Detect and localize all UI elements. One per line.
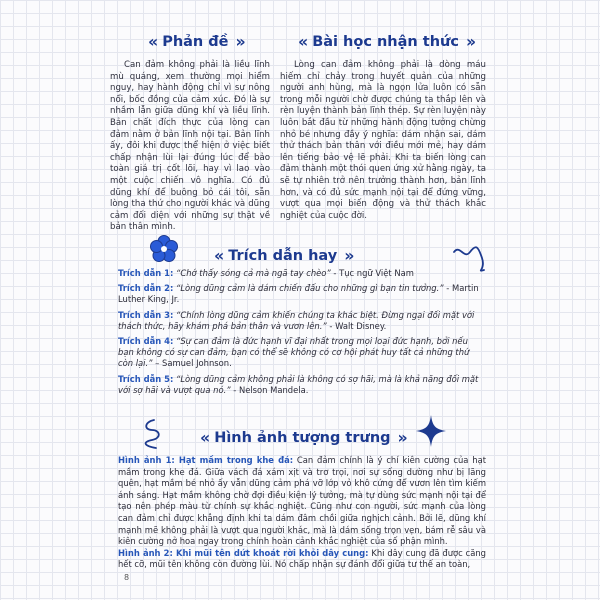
- section-title-hinh-anh: ‹‹ Hình ảnh tượng trưng ››: [200, 428, 405, 447]
- arrow-double-right-icon: ››: [344, 246, 352, 265]
- image-item: Hình ảnh 2: Khi mũi tên dứt khoát rời khỏi dây cung: Khi dây cung đã được căng hết cỡ, mũi tên không còn đường lùi. Nó chấp nhận sự đánh đổi giữa tư thế an toàn,: [118, 547, 486, 570]
- quotes-list: [118, 268, 486, 400]
- arrow-double-left-icon: ‹‹: [214, 246, 222, 265]
- quote-item: Trích dẫn 3: “Chính lòng dũng cảm khiến chúng ta khác biệt. Đừng ngại đối mặt với thách thức, hãy khám phá bản thân và vươn lên.” - Walt Disney.: [118, 309, 475, 331]
- arrow-double-left-icon: ‹‹: [200, 428, 208, 447]
- symbolic-images: [118, 455, 486, 571]
- section-title-phan-de: ‹‹ Phản đề ››: [148, 32, 243, 51]
- arrow-double-right-icon: ››: [397, 428, 405, 447]
- flower-icon: [150, 235, 178, 263]
- phan-de-text: Can đảm không phải là liều lĩnh mù quáng, xem thường mọi hiểm nguy, hay hành động chỉ vì sự nông nổi, bốc đồng của cảm xúc. Đó là sự nhầm lẫn giữa dũng khí và liều lĩnh. Bản chất đích thực của lòng can đảm nằm ở bản lĩnh nội tại. Bản lĩnh ấy, đôi khi được thể hiện ở việc biết chấp nhận lùi lại đúng lúc để bảo toàn giá trị cốt lõi, hay vì lao vào một cuộc chiến vô nghĩa. Có đủ dũng khí để buông bỏ cái tôi, sẵn lòng tha thứ cho người khác và dũng cảm đối diện với những sự thật về bản thân mình.: [110, 60, 270, 233]
- arrow-double-left-icon: ‹‹: [148, 32, 156, 51]
- squiggle-icon: [140, 418, 166, 450]
- quote-item: Trích dẫn 1: “Chớ thấy sóng cả mà ngã tay chèo” - Tục ngữ Việt Nam: [118, 268, 414, 278]
- section-title-trich-dan: ‹‹ Trích dẫn hay ››: [214, 246, 352, 265]
- arrow-double-left-icon: ‹‹: [298, 32, 306, 51]
- image-item: Hình ảnh 1: Hạt mầm trong khe đá: Can đảm chính là ý chí kiên cường của hạt mầm trong khe đá. Giữa vách đá xám xịt và trơ trọi, nơi sự sống dường như bị lãng quên, hạt mầm bé nhỏ ấy vẫn dũng cảm phá vỡ lớp vỏ khô cứng để vươn lên tìm kiếm ánh sáng. Hạt mầm không chờ đợi điều kiện lý tưởng, mà tự dùng sức mạnh nội tại để tạo nên phép màu từ chính sự khắc nghiệt. Cũng như con người, sức mạnh của lòng can đảm chỉ được khẳng định khi ta dám đâm chồi giữa nghịch cảnh. Bởi lẽ, dũng khí mạnh mẽ không phải là vượt qua người khác, mà là dám sống trọn vẹn, bám rễ sâu và kiên cường nở hoa ngay trong chính hoàn cảnh khắc nghiệt của số phận mình.: [118, 455, 487, 547]
- arrow-double-right-icon: ››: [465, 32, 474, 51]
- section-title-bai-hoc: ‹‹ Bài học nhận thức ››: [298, 32, 474, 51]
- quote-item: Trích dẫn 4: “Sự can đảm là đức hạnh vĩ đại nhất trong mọi loại đức hạnh, bởi nếu bạn không có sự can đảm, bạn có thể sẽ không có cơ hội phát huy tất cả những thứ còn lại.” – Samuel Johnson.: [118, 336, 470, 369]
- page-number: 8: [124, 573, 130, 582]
- bai-hoc-text: Lòng can đảm không phải là dòng máu hiếm chỉ chảy trong huyết quản của những người anh hùng, mà là ngọn lửa luôn có sẵn trong mỗi người chờ được chúng ta thắp lên và rèn luyện thành bản lĩnh thép. Sự rèn luyện này luôn bắt đầu từ những hành động tưởng chừng nhỏ bé nhưng đầy ý nghĩa: dám nhận sai, dám thử thách bản thân với điều mới mẻ, hay dám lên tiếng bảo vệ lẽ phải. Khi ta biến lòng can đảm thành một thói quen ứng xử hằng ngày, ta sẽ tự nhiên trở nên trưởng thành hơn, bản lĩnh hơn, và có đủ sức mạnh nội tại để đứng vững, vượt qua mọi biến động và thử thách khắc nghiệt của cuộc đời.: [280, 60, 486, 221]
- sparkle-icon: [416, 415, 446, 447]
- quote-item: Trích dẫn 2: “Lòng dũng cảm là dám chiến đấu cho những gì bạn tin tưởng.” - Martin Luther King, Jr.: [118, 283, 479, 305]
- quote-item: Trích dẫn 5: “Lòng dũng cảm không phải là không có sợ hãi, mà là khả năng đối mặt với sợ hãi và vượt qua nó.” - Nelson Mandela.: [118, 373, 479, 395]
- arrow-double-right-icon: ››: [235, 32, 243, 51]
